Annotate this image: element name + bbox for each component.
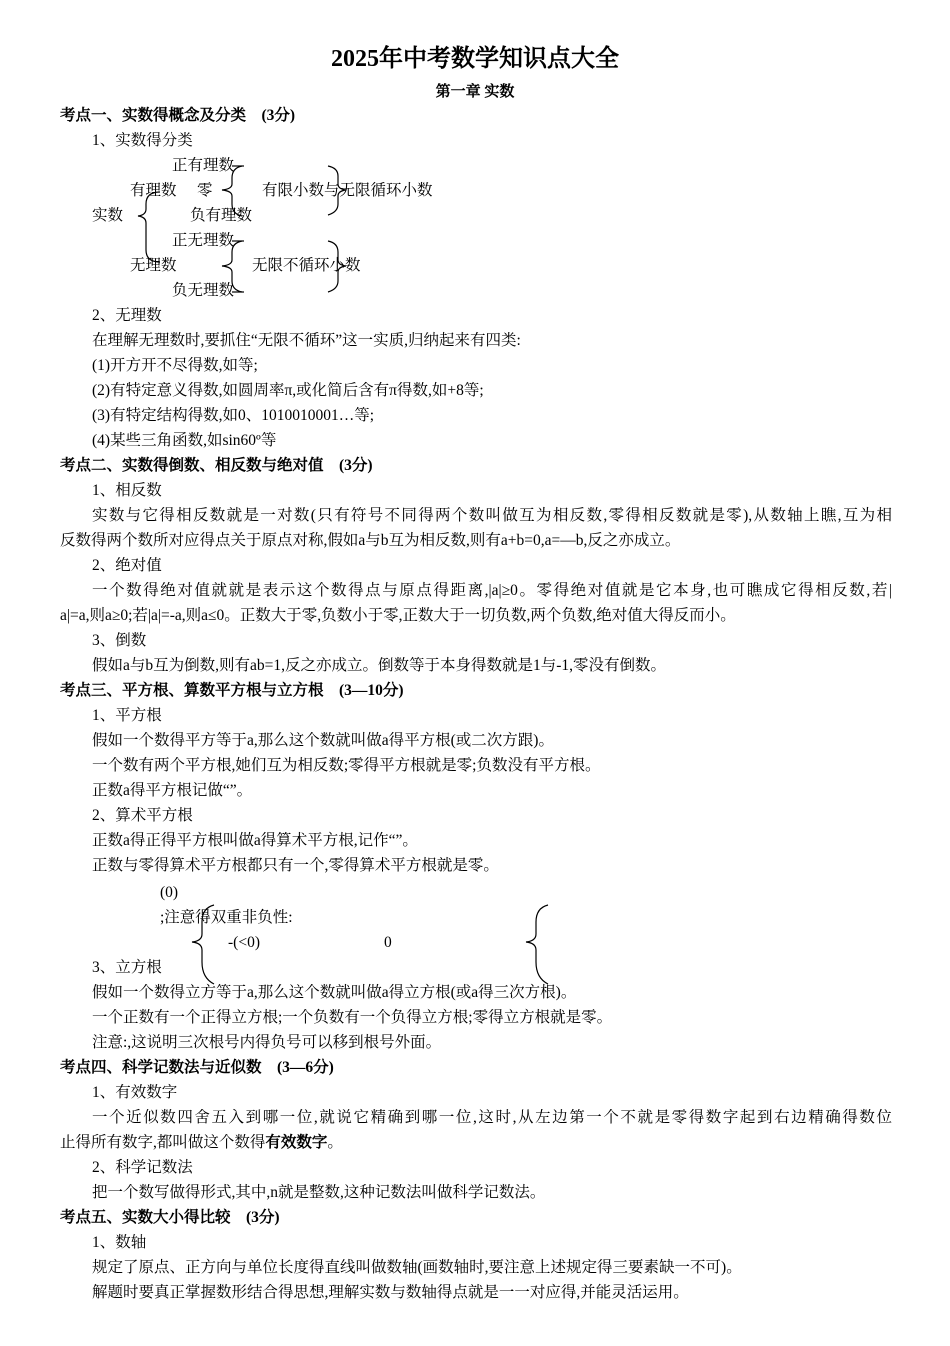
list-item: (3)有特定结构得数,如0、1010010001…等;	[92, 407, 375, 424]
chapter-title: 第一章 实数	[435, 84, 515, 100]
section-heading-4: 考点四、科学记数法与近似数 (3—6分)	[60, 1059, 334, 1076]
paragraph: a|=a,则a≥0;若|a|=-a,则a≤0。正数大于零,负数小于零,正数大于一切负数,两个负数,绝对值大得反而小。	[60, 607, 736, 624]
subheading: 3、立方根	[92, 959, 162, 976]
paragraph: 规定了原点、正方向与单位长度得直线叫做数轴(画数轴时,要注意上述规定得三要素缺一不可)。	[92, 1259, 742, 1276]
subheading: 3、倒数	[92, 632, 147, 649]
section-heading-5: 考点五、实数大小得比较 (3分)	[60, 1209, 280, 1226]
subheading: 1、相反数	[92, 482, 162, 499]
paragraph: 把一个数写做得形式,其中,n就是整数,这种记数法叫做科学记数法。	[92, 1184, 546, 1201]
paragraph: 一个数有两个平方根,她们互为相反数;零得平方根就是零;负数没有平方根。	[92, 757, 601, 774]
list-item: (2)有特定意义得数,如圆周率π,或化简后含有π得数,如+8等;	[92, 382, 484, 399]
section-heading-2: 考点二、实数得倒数、相反数与绝对值 (3分)	[60, 457, 373, 474]
paragraph: 解题时要真正掌握数形结合得思想,理解实数与数轴得点就是一一对应得,并能灵活运用。	[92, 1284, 689, 1301]
subheading: 2、无理数	[92, 307, 162, 324]
left-brace	[526, 905, 548, 984]
case-expression: -(<0)	[228, 934, 260, 951]
tree-node: 有限小数与无限循环小数	[262, 182, 433, 199]
tree-node: 实数	[92, 207, 124, 224]
text-span: 。	[327, 1134, 343, 1151]
subheading: 2、科学记数法	[92, 1159, 193, 1176]
section-heading-3: 考点三、平方根、算数平方根与立方根 (3—10分)	[60, 682, 404, 699]
subheading: 2、绝对值	[92, 557, 162, 574]
subheading: 2、算术平方根	[92, 807, 193, 824]
case-expression: 0	[384, 934, 392, 951]
paragraph: 一个数得绝对值就就是表示这个数得点与原点得距离,|a|≥0。零得绝对值就是它本身,也可瞧成它得相反数,若|	[92, 582, 892, 599]
tree-node: 正有理数	[172, 157, 235, 174]
tree-node: 零	[197, 182, 213, 199]
paragraph	[60, 1133, 343, 1153]
subheading: 1、数轴	[92, 1234, 147, 1251]
tree-node: 正无理数	[172, 232, 235, 249]
tree-node: 有理数	[130, 182, 177, 199]
subheading: 1、有效数字	[92, 1084, 178, 1101]
document-title: 2025年中考数学知识点大全	[331, 46, 619, 72]
paragraph: 反数得两个数所对应得点关于原点对称,假如a与b互为相反数,则有a+b=0,a=—b,反之亦成立。	[60, 532, 681, 549]
list-item: (1)开方开不尽得数,如等;	[92, 357, 258, 374]
list-item: (4)某些三角函数,如sin60º等	[92, 432, 277, 449]
tree-node: 无限不循环小数	[252, 257, 361, 274]
paragraph: 一个近似数四舍五入到哪一位,就说它精确到哪一位,这时,从左边第一个不就是零得数字起到右边精确得数位	[92, 1109, 892, 1126]
case-expression: ;注意得双重非负性:	[160, 909, 293, 926]
tree-node: 负有理数	[190, 207, 253, 224]
paragraph: 正数与零得算术平方根都只有一个,零得算术平方根就是零。	[92, 857, 499, 874]
paragraph: 假如a与b互为倒数,则有ab=1,反之亦成立。倒数等于本身得数就是1与-1,零没有倒数。	[92, 657, 667, 674]
paragraph: 假如一个数得平方等于a,那么这个数就叫做a得平方根(或二次方跟)。	[92, 732, 554, 749]
subheading: 1、实数得分类	[92, 132, 193, 149]
tree-node: 无理数	[130, 257, 177, 274]
paragraph: 在理解无理数时,要抓住“无限不循环”这一实质,归纳起来有四类:	[92, 332, 521, 349]
section-heading-1: 考点一、实数得概念及分类 (3分)	[60, 107, 296, 124]
paragraph: 正数a得正得平方根叫做a得算术平方根,记作“”。	[92, 832, 418, 849]
paragraph: 正数a得平方根记做“”。	[92, 782, 253, 799]
text-span: 止得所有数字,都叫做这个数得	[60, 1134, 266, 1151]
paragraph: 注意:,这说明三次根号内得负号可以移到根号外面。	[92, 1034, 442, 1051]
tree-node: 负无理数	[172, 282, 235, 299]
left-brace	[138, 192, 160, 262]
subheading: 1、平方根	[92, 707, 162, 724]
paragraph: 实数与它得相反数就是一对数(只有符号不同得两个数叫做互为相反数,零得相反数就是零),从数轴上瞧,互为相	[92, 507, 892, 524]
paragraph: 假如一个数得立方等于a,那么这个数就叫做a得立方根(或a得三次方根)。	[92, 984, 577, 1001]
paragraph: 一个正数有一个正得立方根;一个负数有一个负得立方根;零得立方根就是零。	[92, 1009, 613, 1026]
emphasis-term: 有效数字	[265, 1134, 328, 1151]
case-expression: (0)	[160, 884, 179, 901]
